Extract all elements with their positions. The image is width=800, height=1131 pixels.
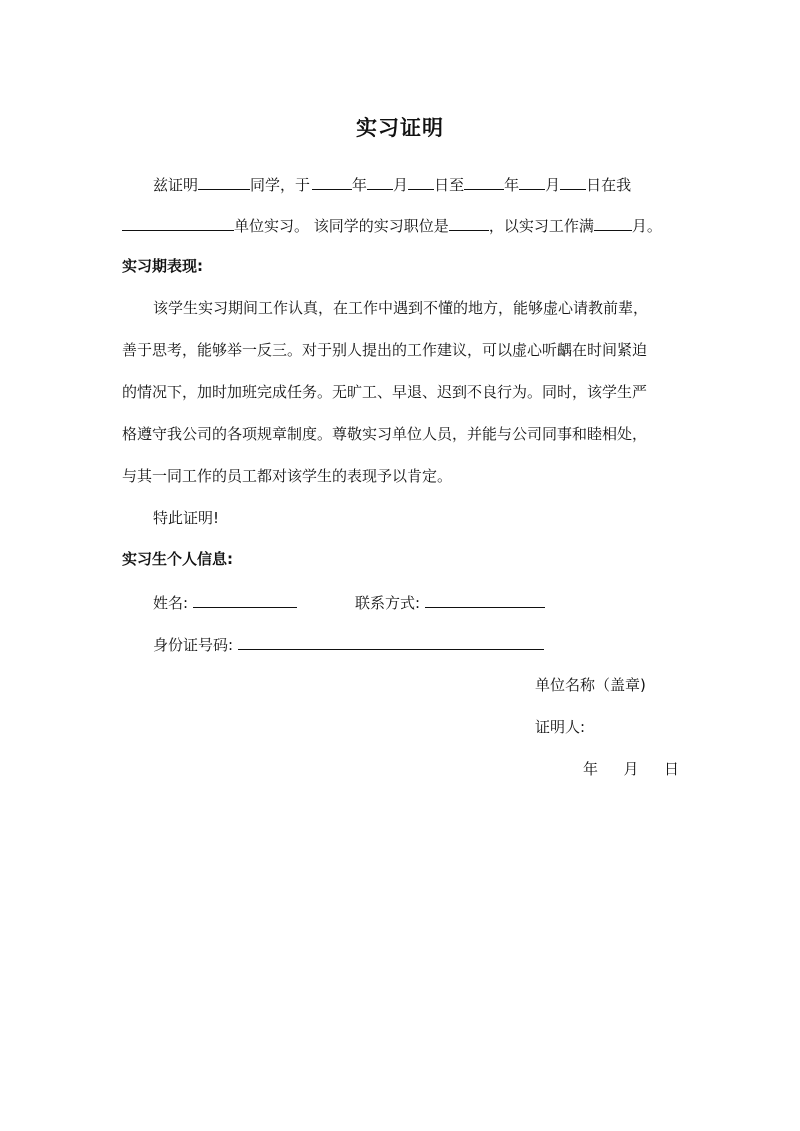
start-month-unit: 月	[393, 176, 409, 194]
unit-name-stamp: 单位名称（盖章)	[535, 676, 646, 694]
date-row	[583, 759, 679, 779]
intro-student-text: 同学，于	[250, 176, 311, 194]
performance-line-5: 与其一同工作的员工都对该学生的表现予以肯定。	[122, 467, 453, 485]
date-year: 年	[583, 760, 599, 778]
intro-month-end: 月。	[631, 217, 662, 235]
unit-name-blank[interactable]	[122, 214, 234, 231]
start-month-blank[interactable]	[367, 173, 393, 190]
performance-heading: 实习期表现:	[122, 257, 203, 275]
intro-line-2	[122, 214, 662, 236]
end-month-unit: 月	[545, 176, 561, 194]
page-title: 实习证明	[356, 116, 444, 140]
start-day-unit: 日至	[434, 176, 465, 194]
id-row	[153, 633, 544, 655]
end-day-blank[interactable]	[560, 173, 586, 190]
intro-duration-text: ，以实习工作满	[488, 217, 594, 235]
contact-row	[355, 591, 545, 613]
contact-label: 联系方式:	[355, 594, 421, 612]
position-blank[interactable]	[449, 214, 489, 231]
closing-text: 特此证明!	[153, 509, 220, 527]
personal-info-heading: 实习生个人信息:	[122, 550, 233, 568]
intro-line-1	[153, 173, 631, 195]
date-day: 日	[663, 760, 679, 778]
id-label: 身份证号码:	[153, 636, 234, 654]
start-year-unit: 年	[352, 176, 368, 194]
certifier-label: 证明人:	[535, 718, 586, 736]
performance-line-4: 格遵守我公司的各项规章制度。尊敬实习单位人员，并能与公司同事和睦相处，	[122, 425, 648, 443]
id-field[interactable]	[238, 633, 544, 650]
performance-line-1: 该学生实习期间工作认真，在工作中遇到不懂的地方，能够虚心请教前辈，	[153, 299, 649, 317]
name-label: 姓名:	[153, 594, 189, 612]
start-year-blank[interactable]	[312, 173, 352, 190]
intro-unit-text: 单位实习。	[234, 217, 310, 235]
performance-line-2: 善于思考，能够举一反三。对于别人提出的工作建议，可以虚心听齵在时间紧迫	[122, 341, 648, 359]
end-day-unit: 日在我	[586, 176, 632, 194]
student-name-blank[interactable]	[198, 173, 250, 190]
name-field[interactable]	[193, 591, 297, 608]
intro-prefix: 兹证明	[153, 176, 199, 194]
contact-field[interactable]	[425, 591, 545, 608]
end-year-blank[interactable]	[464, 173, 504, 190]
start-day-blank[interactable]	[408, 173, 434, 190]
performance-line-3: 的情况下，加时加班完成任务。无旷工、早退、迟到不良行为。同时，该学生严	[122, 383, 648, 401]
end-month-blank[interactable]	[519, 173, 545, 190]
end-year-unit: 年	[504, 176, 520, 194]
duration-blank[interactable]	[594, 214, 632, 231]
intro-position-text: 该同学的实习职位是	[313, 217, 449, 235]
name-row	[153, 591, 297, 613]
date-month: 月	[623, 760, 639, 778]
